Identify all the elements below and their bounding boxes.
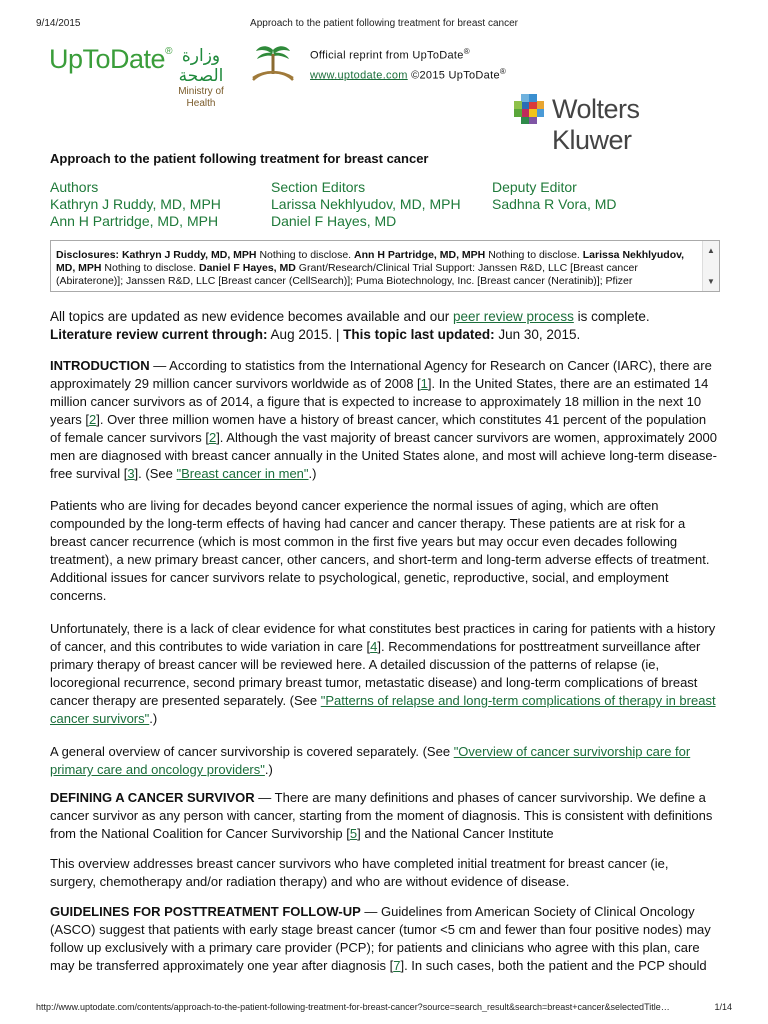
reference-link[interactable]: 5 bbox=[349, 826, 358, 841]
defining-survivor-paragraph: DEFINING A CANCER SURVIVOR — There are many definitions and phases of cancer survivorship. We define a cancer survivor as any person with cancer, starting from the moment of diagnosis. This is consistent with definitions from the National Coalition for Cancer Survivorship [5] and the National Cancer Institute bbox=[50, 790, 713, 841]
print-footer bbox=[36, 1002, 732, 1016]
reference-link[interactable]: 4 bbox=[370, 639, 378, 654]
reprint-notice: Official reprint from UpToDate® www.uptodate.com ©2015 UpToDate® bbox=[310, 47, 507, 82]
print-title: Approach to the patient following treatment for breast cancer bbox=[250, 18, 518, 29]
print-date: 9/14/2015 bbox=[36, 18, 81, 29]
page-url: http://www.uptodate.com/contents/approach-to-the-patient-following-treatment-for-breast-cancer?source=search_result&search=breast+cancer&selectedTitle… bbox=[36, 1002, 670, 1012]
reference-link[interactable]: 2 bbox=[208, 430, 217, 445]
topic-link-breast-cancer-in-men[interactable]: "Breast cancer in men" bbox=[176, 466, 309, 481]
reference-link[interactable]: 7 bbox=[393, 958, 401, 973]
reference-link[interactable]: 1 bbox=[420, 376, 428, 391]
page-number: 1/14 bbox=[714, 1002, 732, 1012]
deputy-editor-name[interactable]: Sadhna R Vora, MD bbox=[492, 196, 617, 212]
defining-survivor-heading: DEFINING A CANCER SURVIVOR bbox=[50, 790, 255, 805]
palm-swords-emblem-icon bbox=[247, 44, 299, 84]
ministry-of-health-logo bbox=[167, 46, 235, 110]
body-paragraph: Unfortunately, there is a lack of clear evidence for what constitutes best practices in caring for patients with a history of cancer, and this contributes to wide variation in care [4]. Recommendations for posttreatment surveillance after primary therapy of breast cancer will be reviewed here. A detailed discussion of the patterns of relapse (ie, locoregional recurrence, second primary breast tumor, metastatic disease) and long-term complications of breast cancer therapy are presented separately. (See "Patterns of relapse and long-term complications of therapy in breast cancer survivors".) bbox=[50, 621, 716, 726]
reference-link[interactable]: 3 bbox=[127, 466, 135, 481]
topic-link-patterns-of-relapse[interactable]: "Patterns of relapse and long-term complications of therapy in breast cancer survivors" bbox=[50, 693, 716, 726]
peer-review-link[interactable]: peer review process bbox=[453, 309, 574, 324]
wolters-kluwer-name: Wolters Kluwer bbox=[552, 94, 640, 155]
introduction-heading: INTRODUCTION bbox=[50, 358, 150, 373]
disclosures-scrollbar[interactable] bbox=[702, 241, 719, 291]
section-editor-name[interactable]: Daniel F Hayes, MD bbox=[271, 213, 397, 229]
scroll-down-arrow-icon[interactable]: ▼ bbox=[707, 277, 715, 286]
topic-link-survivorship-overview[interactable]: "Overview of cancer survivorship care for primary care and oncology providers" bbox=[50, 744, 691, 777]
uptodate-site-link[interactable]: www.uptodate.com bbox=[310, 69, 408, 82]
print-header bbox=[36, 18, 732, 32]
introduction-paragraph: INTRODUCTION — According to statistics from the International Agency for Research on Cancer (IARC), there are approximately 29 million cancer survivors worldwide as of 2008 [1]. In the United States, there are an estimated 14 million cancer survivors as of 2014, a figure that is expected to increase to approximately 18 million in the next 10 years [2]. Over three million women have a history of breast cancer, which constitutes 41 percent of the population of female cancer survivors [2]. Although the vast majority of breast cancer survivors are women, approximately 2000 men are diagnosed with breast cancer annually in the United States alone, and most will achieve long-term disease-free survival [3]. (See "Breast cancer in men".) bbox=[50, 358, 717, 481]
wolters-kluwer-mosaic-icon bbox=[512, 92, 546, 126]
guidelines-heading: GUIDELINES FOR POSTTREATMENT FOLLOW-UP bbox=[50, 904, 361, 919]
topic-title: Approach to the patient following treatment for breast cancer bbox=[50, 151, 429, 166]
reference-link[interactable]: 2 bbox=[89, 412, 97, 427]
logo-row bbox=[49, 44, 729, 109]
disclosures-box[interactable] bbox=[50, 240, 720, 292]
authors-heading: Authors bbox=[50, 179, 99, 195]
disclosures-text: Disclosures: Kathryn J Ruddy, MD, MPH Nothing to disclose. Ann H Partridge, MD, MPH Nothing to disclose. Larissa Nekhlyudov, MD, MPH Nothing to disclose. Daniel F Hayes, MD Grant/Research/Clinical Trial Support: Janssen R&D, LLC [Breast cancer (Abiraterone)]; Janssen R&D, LLC [Breast cancer (CellSearch)]; Puma Biotechnology, Inc. [Breast cancer (Neratinib)]; Pfizer bbox=[56, 249, 685, 287]
wolters-kluwer-logo bbox=[512, 92, 717, 155]
author-name[interactable]: Kathryn J Ruddy, MD, MPH bbox=[50, 196, 221, 212]
section-editors-column bbox=[271, 179, 481, 230]
section-editors-heading: Section Editors bbox=[271, 179, 366, 195]
author-name[interactable]: Ann H Partridge, MD, MPH bbox=[50, 213, 219, 229]
body-paragraph: A general overview of cancer survivorship is covered separately. (See "Overview of cancer survivorship care for primary care and oncology providers".) bbox=[50, 744, 691, 777]
body-paragraph: This overview addresses breast cancer survivors who have completed initial treatment for breast cancer (ie, surgery, chemotherapy and/or radiation therapy) and who are without evidence of disease. bbox=[50, 856, 669, 889]
deputy-editor-column bbox=[492, 179, 702, 213]
moh-arabic-text: وزارة الصحة bbox=[178, 46, 224, 86]
update-status: All topics are updated as new evidence becomes available and our peer review process is complete. Literature review current through: Aug 2015. | This topic last updated: Jun 30, 2015. bbox=[50, 309, 650, 342]
scroll-up-arrow-icon[interactable]: ▲ bbox=[707, 246, 715, 255]
guidelines-paragraph: GUIDELINES FOR POSTTREATMENT FOLLOW-UP — Guidelines from American Society of Clinical Oncology (ASCO) suggest that patients with early stage breast cancer (tumor <5 cm and fewer than four positive nodes) may follow up exclusively with a primary care provider (PCP); for patients and clinicians who agree with this plan, care may be transferred approximately one year after diagnosis [7]. In such cases, both the patient and the PCP should bbox=[50, 904, 711, 973]
deputy-editor-heading: Deputy Editor bbox=[492, 179, 577, 195]
moh-english-text: Ministry of Health bbox=[178, 86, 224, 109]
authors-column bbox=[50, 179, 260, 230]
uptodate-logo[interactable]: UpToDate® bbox=[49, 44, 172, 74]
section-editor-name[interactable]: Larissa Nekhlyudov, MD, MPH bbox=[271, 196, 461, 212]
body-paragraph: Patients who are living for decades beyond cancer experience the normal issues of aging, which are often compounded by the long-term effects of having had cancer and cancer therapy. These patients are at risk for a breast cancer recurrence (which is most common in the first five years but may occur even decades following treatment), a new primary breast cancer, other cancers, and short-term and long-term adverse effects of treatment. Additional issues for cancer survivors relate to psychological, genetic, reproductive, social, and employment concerns. bbox=[50, 498, 710, 603]
